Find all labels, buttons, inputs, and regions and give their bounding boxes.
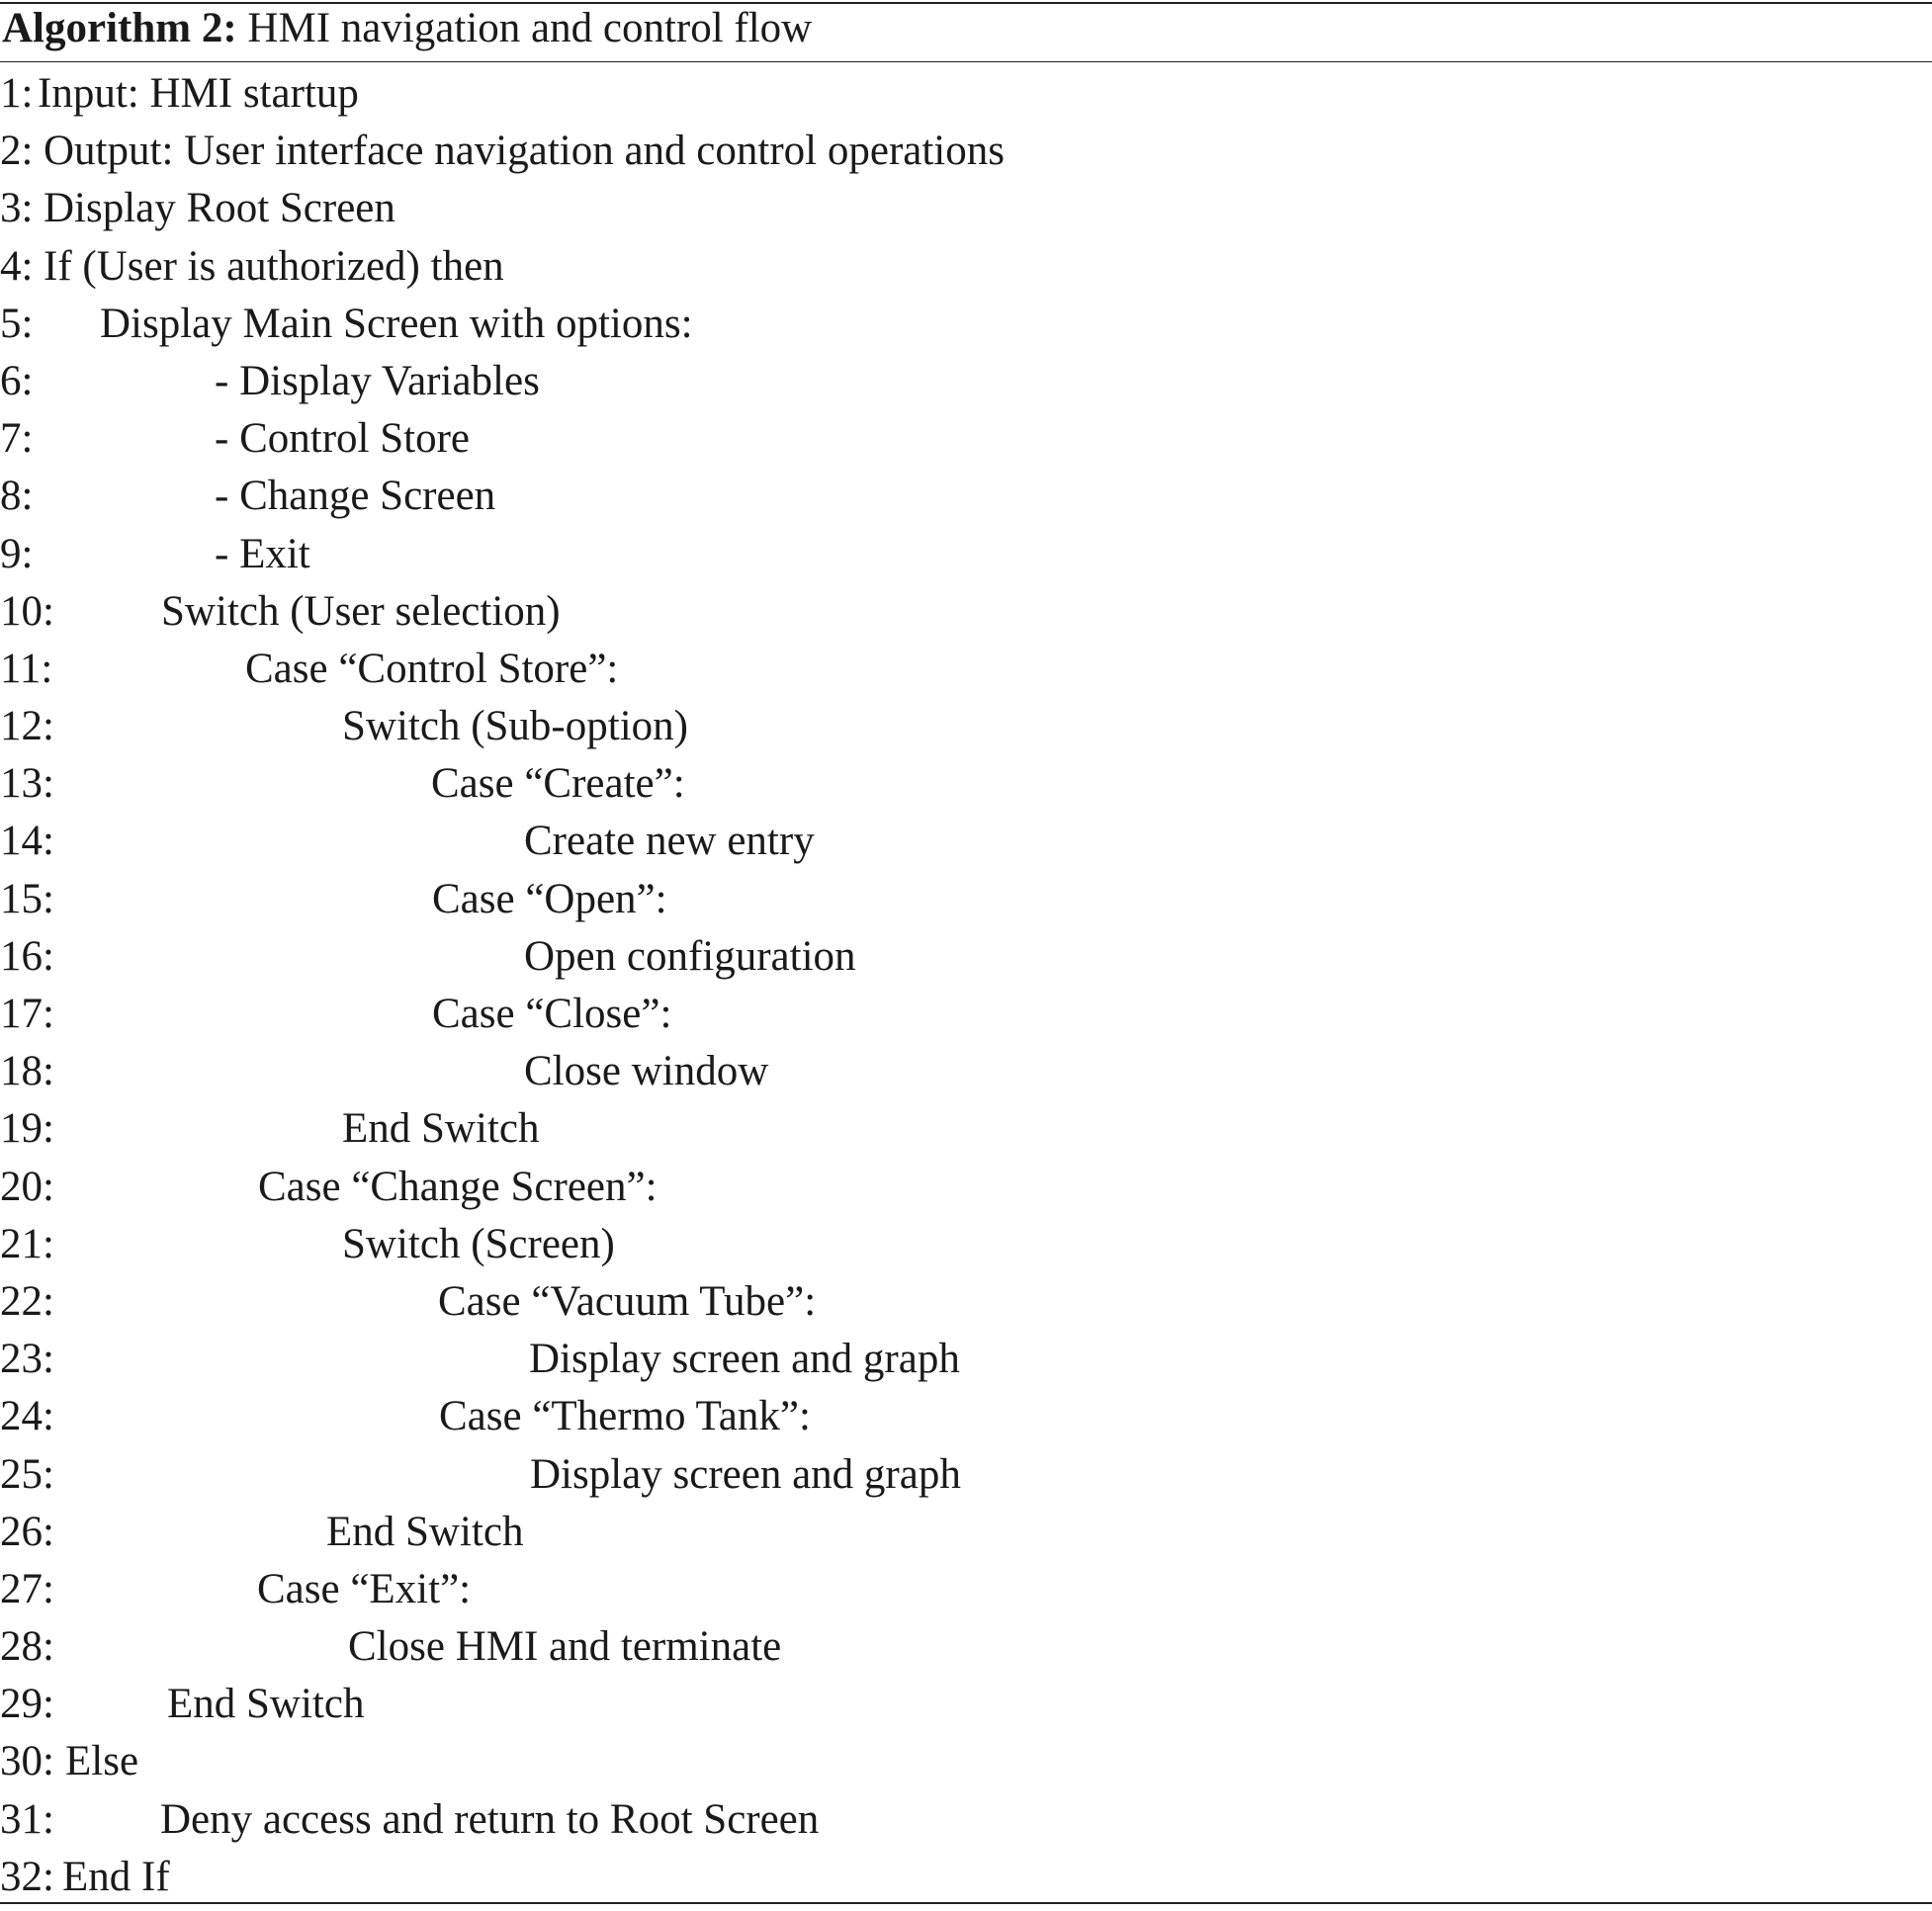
bottom-rule — [0, 1902, 1932, 1904]
line-text: Case “Control Store”: — [245, 645, 619, 692]
algorithm-label: Algorithm 2: — [2, 5, 237, 51]
line-number: 27: — [0, 1565, 54, 1612]
line-text: End If — [62, 1853, 170, 1900]
algorithm-line — [0, 1048, 1932, 1105]
algorithm-line — [0, 1336, 1932, 1393]
line-number: 15: — [0, 875, 54, 922]
line-number: 7: — [0, 415, 34, 463]
line-text: Case “Close”: — [432, 991, 672, 1037]
algorithm-heading — [2, 0, 812, 61]
line-text: Display screen and graph — [529, 1336, 960, 1383]
algorithm-line — [0, 818, 1932, 875]
line-number: 17: — [0, 991, 54, 1037]
line-text: Case “Exit”: — [257, 1565, 472, 1612]
line-number: 28: — [0, 1623, 54, 1671]
line-text: Close window — [524, 1048, 769, 1095]
algorithm-line — [0, 876, 1932, 933]
algorithm-line — [0, 128, 1932, 185]
line-text: End Switch — [342, 1105, 540, 1153]
line-number: 18: — [0, 1048, 54, 1095]
line-text: If (User is authorized) then — [44, 242, 504, 290]
line-text: End Switch — [167, 1681, 365, 1728]
algorithm-line — [0, 1566, 1932, 1623]
line-number: 20: — [0, 1163, 54, 1210]
algorithm-line — [0, 1681, 1932, 1738]
algorithm-line — [0, 1738, 1932, 1795]
line-number: 3: — [0, 185, 34, 232]
line-text: Display Root Screen — [44, 185, 395, 232]
algorithm-line — [0, 1164, 1932, 1221]
algorithm-line — [0, 70, 1932, 128]
line-number: 25: — [0, 1450, 54, 1498]
algorithm-line — [0, 933, 1932, 991]
line-number: 10: — [0, 587, 54, 635]
algorithm-line — [0, 1451, 1932, 1509]
algorithm-line — [0, 1105, 1932, 1163]
algorithm-line — [0, 1393, 1932, 1450]
line-text: Switch (User selection) — [161, 587, 561, 635]
line-number: 23: — [0, 1336, 54, 1383]
algorithm-line — [0, 301, 1932, 358]
line-text: - Control Store — [215, 415, 470, 463]
line-number: 21: — [0, 1220, 54, 1267]
line-text: Case “Open”: — [432, 875, 667, 922]
algorithm-title: HMI navigation and control flow — [247, 5, 813, 51]
algorithm-line — [0, 1509, 1932, 1566]
algorithm-line — [0, 760, 1932, 818]
line-number: 4: — [0, 242, 34, 290]
line-number: 16: — [0, 932, 54, 980]
line-text: Close HMI and terminate — [348, 1623, 782, 1671]
line-text: Display Main Screen with options: — [100, 300, 693, 347]
line-number: 12: — [0, 703, 54, 750]
line-number: 9: — [0, 530, 34, 577]
line-number: 1: — [0, 70, 34, 117]
line-number: 19: — [0, 1105, 54, 1153]
line-text: Switch (Screen) — [342, 1220, 615, 1267]
line-number: 32: — [0, 1853, 54, 1900]
line-number: 11: — [0, 645, 53, 692]
line-text: Case “Thermo Tank”: — [439, 1393, 811, 1440]
line-number: 29: — [0, 1681, 54, 1728]
algorithm-line — [0, 703, 1932, 760]
line-text: Else — [65, 1738, 139, 1785]
algorithm-line — [0, 1278, 1932, 1336]
algorithm-lines — [0, 70, 1932, 1911]
line-number: 6: — [0, 357, 34, 404]
algorithm-line — [0, 991, 1932, 1048]
line-number: 2: — [0, 128, 34, 175]
line-number: 22: — [0, 1277, 54, 1325]
line-number: 13: — [0, 760, 54, 808]
line-text: Input: HMI startup — [38, 70, 359, 117]
line-number: 8: — [0, 473, 34, 520]
algorithm-line — [0, 531, 1932, 588]
algorithm-line — [0, 185, 1932, 242]
algorithm-line — [0, 415, 1932, 473]
line-text: Open configuration — [524, 932, 856, 980]
algorithm-line — [0, 1623, 1932, 1681]
algorithm-line — [0, 1221, 1932, 1278]
line-text: - Change Screen — [215, 473, 496, 520]
algorithm-line — [0, 358, 1932, 415]
algorithm-line — [0, 243, 1932, 301]
algorithm-line — [0, 473, 1932, 530]
line-number: 14: — [0, 818, 54, 865]
line-number: 24: — [0, 1393, 54, 1440]
header-rule — [0, 61, 1932, 62]
line-text: Case “Vacuum Tube”: — [438, 1277, 817, 1325]
line-text: End Switch — [326, 1508, 524, 1555]
line-text: - Exit — [215, 530, 310, 577]
algorithm-line — [0, 1796, 1932, 1854]
line-number: 5: — [0, 300, 34, 347]
line-text: Display screen and graph — [530, 1450, 961, 1498]
line-number: 26: — [0, 1508, 54, 1555]
line-text: Case “Create”: — [431, 760, 685, 808]
line-number: 31: — [0, 1795, 54, 1843]
line-text: Create new entry — [524, 818, 815, 865]
line-text: Output: User interface navigation and control operations — [44, 128, 1005, 175]
algorithm-line — [0, 646, 1932, 703]
line-text: Case “Change Screen”: — [258, 1163, 658, 1210]
line-text: - Display Variables — [215, 357, 540, 404]
algorithm-line — [0, 588, 1932, 646]
line-number: 30: — [0, 1738, 54, 1785]
line-text: Switch (Sub-option) — [342, 703, 688, 750]
line-text: Deny access and return to Root Screen — [160, 1795, 820, 1843]
